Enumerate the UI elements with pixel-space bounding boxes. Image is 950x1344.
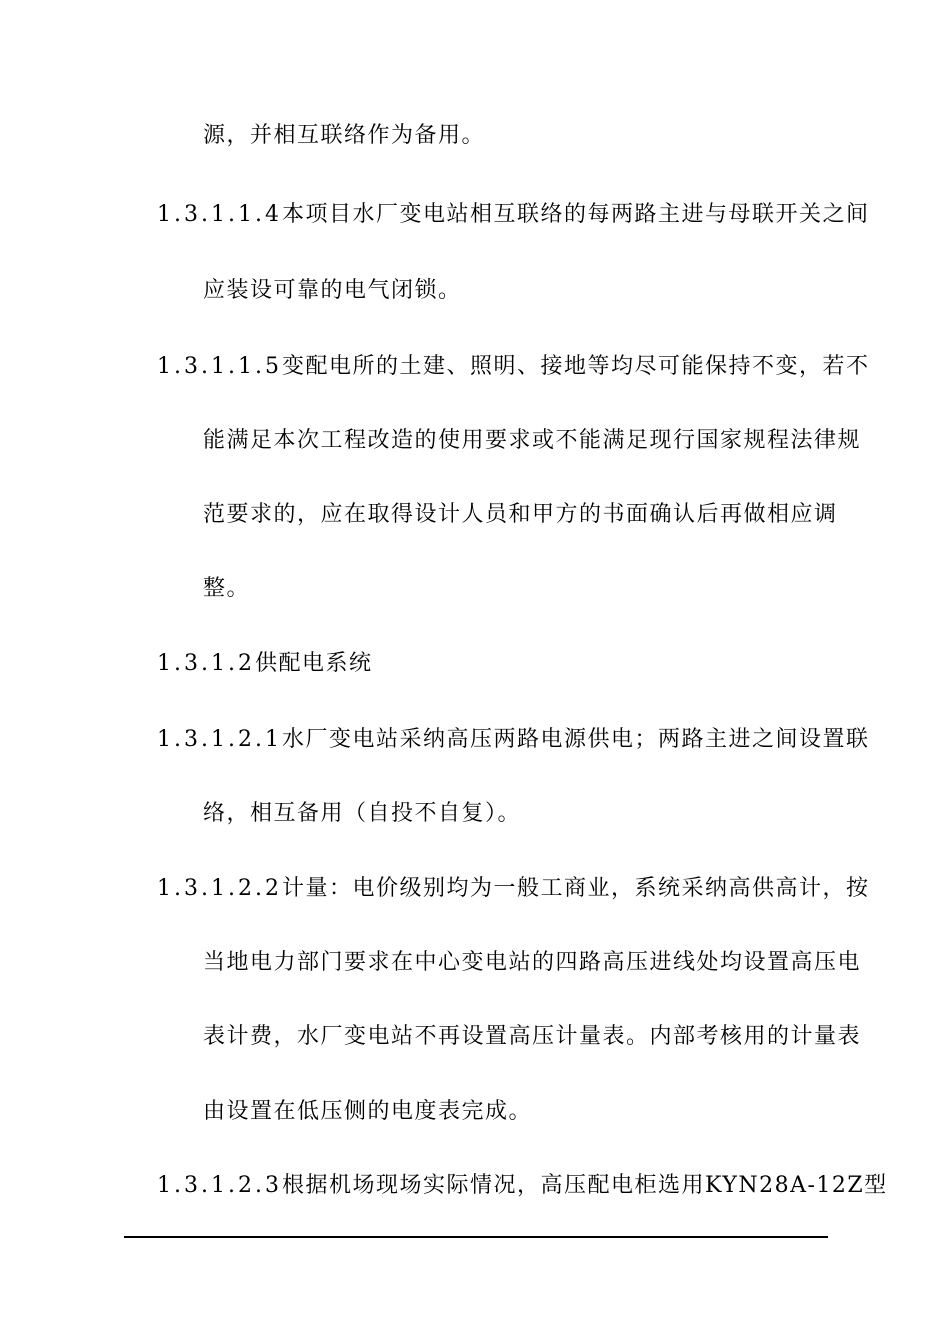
clause-number: 1.3.1.1.5 <box>157 354 282 379</box>
clause-1-3-1-2-2 <box>157 874 869 904</box>
clause-text: 水厂变电站采纳高压两路电源供电；两路主进之间设置联 <box>281 727 870 752</box>
clause-1-3-1-1-4 <box>157 200 869 230</box>
text-line-5 <box>203 426 861 456</box>
text-line-12 <box>203 948 861 978</box>
clause-number: 1.3.1.2.2 <box>157 876 282 901</box>
clause-1-3-1-2-1 <box>157 725 869 755</box>
clause-text: 根据机场现场实际情况，高压配电柜选用KYN28A-12Z型 <box>281 1173 888 1198</box>
clause-number: 1.3.1.1.4 <box>157 202 282 227</box>
clause-text: 计量：电价级别均为一般工商业，系统采纳高供高计，按 <box>281 876 870 901</box>
line-text: 络，相互备用（自投不自复）。 <box>203 801 522 826</box>
line-text: 能满足本次工程改造的使用要求或不能满足现行国家规程法律规 <box>203 428 862 453</box>
line-text: 当地电力部门要求在中心变电站的四路高压进线处均设置高压电 <box>203 950 862 975</box>
text-line-7 <box>203 574 250 604</box>
line-text: 源，并相互联络作为备用。 <box>203 123 486 148</box>
clause-text: 本项目水厂变电站相互联络的每两路主进与母联开关之间 <box>281 202 870 227</box>
clause-text: 变配电所的土建、照明、接地等均尽可能保持不变，若不 <box>281 354 870 379</box>
text-line-10 <box>203 799 521 829</box>
heading-1-3-1-2 <box>157 649 372 679</box>
text-line-14 <box>203 1097 532 1127</box>
clause-number: 1.3.1.2.1 <box>157 727 282 752</box>
footer-divider <box>124 1236 828 1238</box>
line-text: 表计费，水厂变电站不再设置高压计量表。内部考核用的计量表 <box>203 1024 862 1049</box>
text-line-3 <box>203 276 462 306</box>
clause-1-3-1-1-5 <box>157 352 869 382</box>
heading-number: 1.3.1.2 <box>157 651 255 676</box>
heading-text: 供配电系统 <box>254 651 373 676</box>
line-text: 由设置在低压侧的电度表完成。 <box>203 1099 533 1124</box>
text-line-6 <box>203 500 838 530</box>
line-text: 整。 <box>203 576 251 601</box>
line-text: 应装设可靠的电气闭锁。 <box>203 278 462 303</box>
line-text: 范要求的，应在取得设计人员和甲方的书面确认后再做相应调 <box>203 502 838 527</box>
clause-1-3-1-2-3 <box>157 1171 888 1201</box>
clause-number: 1.3.1.2.3 <box>157 1173 282 1198</box>
text-line-1 <box>203 121 485 151</box>
text-line-13 <box>203 1022 861 1052</box>
